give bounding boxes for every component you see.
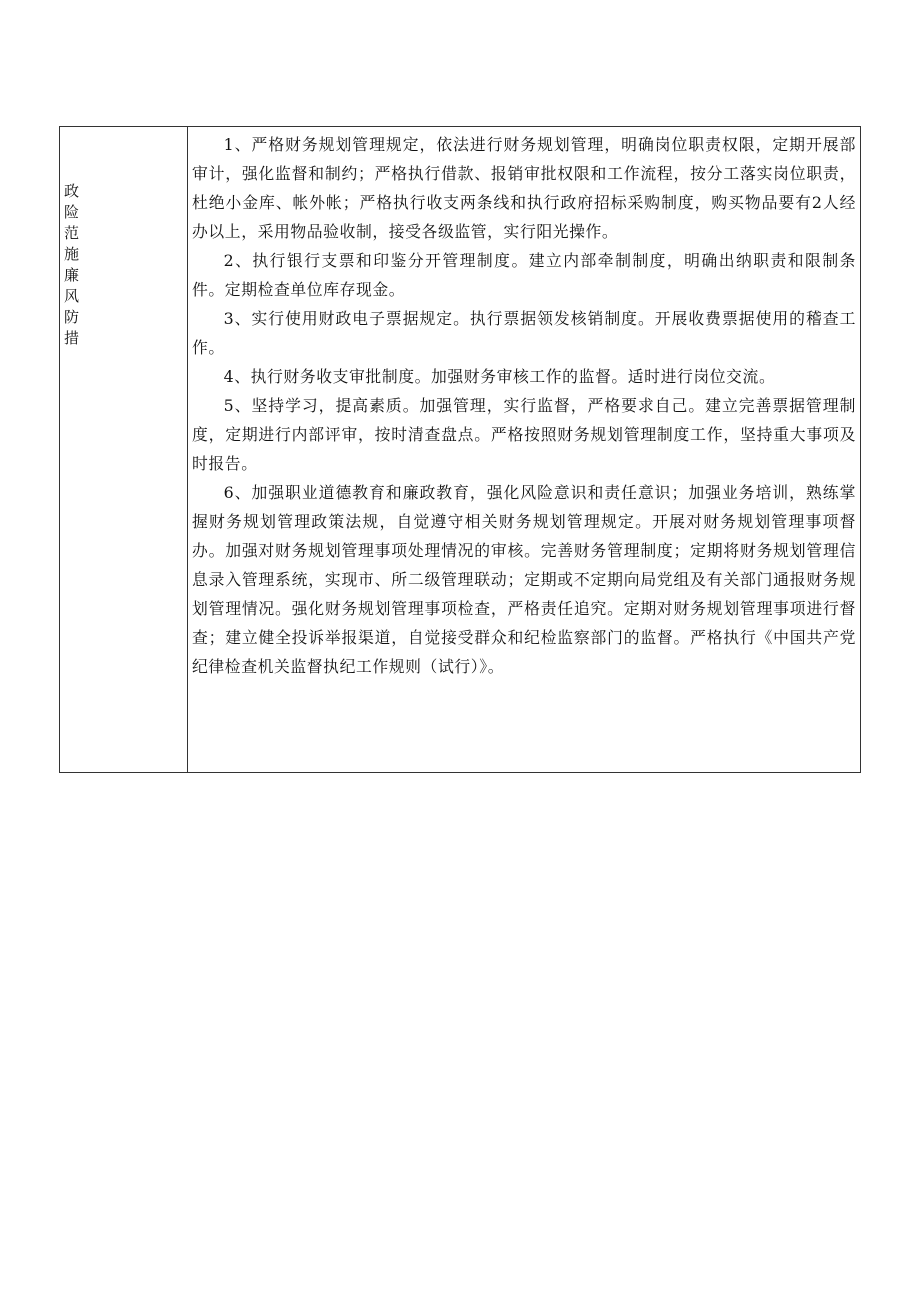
measure-paragraph-5: 5、坚持学习，提高素质。加强管理，实行监督，严格要求自己。建立完善票据管理制度，定期进行内部评审，按时清查盘点。严格按照财务规划管理制度工作，坚持重大事项及时报告。 <box>192 396 856 473</box>
row-label: 政险范施廉风防措 <box>64 182 80 347</box>
measure-paragraph-2: 2、执行银行支票和印鉴分开管理制度。建立内部牵制制度，明确出纳职责和限制条件。定期检查单位库存现金。 <box>192 251 856 299</box>
measures-content-cell <box>188 127 860 772</box>
measure-paragraph-4: 4、执行财务收支审批制度。加强财务审核工作的监督。适时进行岗位交流。 <box>223 367 776 386</box>
measure-paragraph-3: 3、实行使用财政电子票据规定。执行票据领发核销制度。开展收费票据使用的稽查工作。 <box>192 309 856 357</box>
measure-paragraph-1: 1、严格财务规划管理规定，依法进行财务规划管理，明确岗位职责权限，定期开展部审计，强化监督和制约；严格执行借款、报销审批权限和工作流程，按分工落实岗位职责，杜绝小金库、帐外帐；严格执行收支两条线和执行政府招标采购制度，购买物品要有2人经办以上，采用物品验收制，接受各级监管，实行阳光操作。 <box>192 135 856 241</box>
row-label-cell <box>60 127 188 772</box>
measures-table <box>59 126 861 773</box>
measure-paragraph-6: 6、加强职业道德教育和廉政教育，强化风险意识和责任意识；加强业务培训，熟练掌握财务规划管理政策法规，自觉遵守相关财务规划管理规定。开展对财务规划管理事项督办。加强对财务规划管理事项处理情况的审核。完善财务管理制度；定期将财务规划管理信息录入管理系统，实现市、所二级管理联动；定期或不定期向局党组及有关部门通报财务规划管理情况。强化财务规划管理事项检查，严格责任追究。定期对财务规划管理事项进行督查；建立健全投诉举报渠道，自觉接受群众和纪检监察部门的监督。严格执行《中国共产党纪律检查机关监督执纪工作规则（试行）》。 <box>192 483 856 676</box>
